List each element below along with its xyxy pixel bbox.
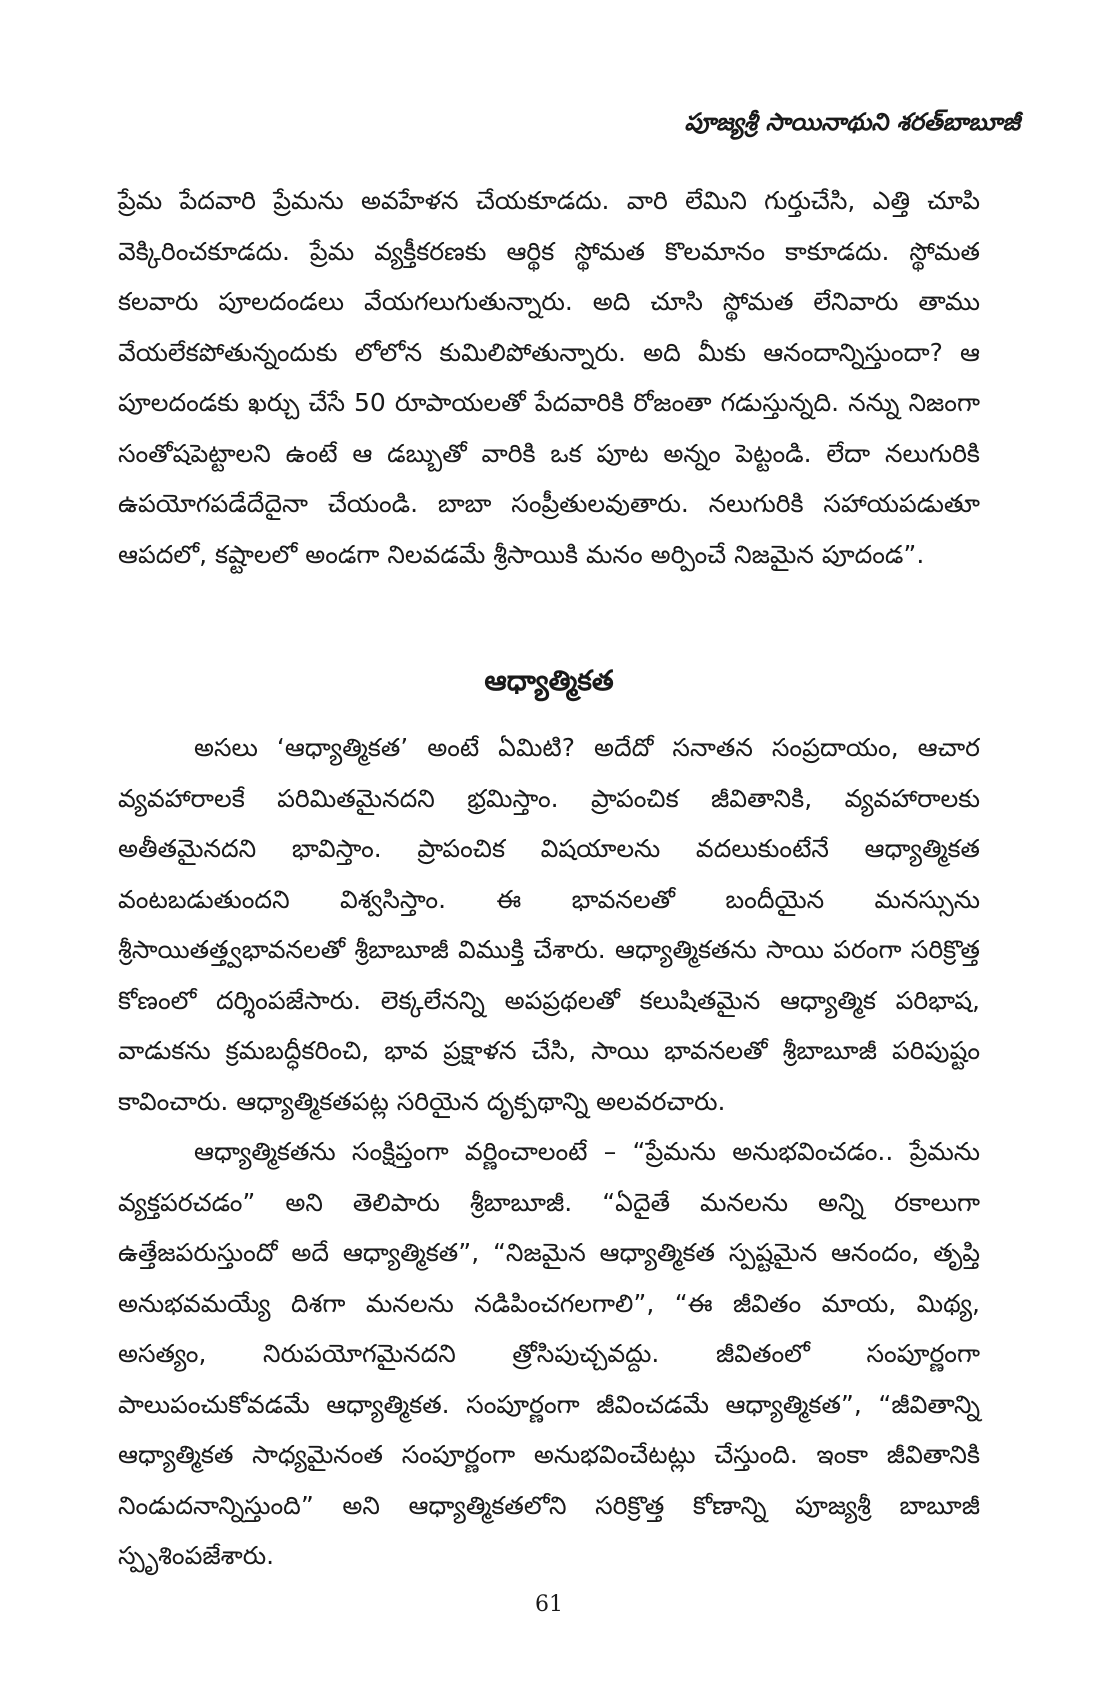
section-body [118, 723, 980, 1582]
running-header: పూజ్యశ్రీ సాయినాథుని శరత్‌బాబూజీ [684, 108, 1020, 136]
top-text-block [118, 176, 980, 580]
section-paragraph: అసలు ‘ఆధ్యాత్మికత’ అంటే ఏమిటి? అదేదో సనాతన సంప్రదాయం, ఆచార వ్యవహారాలకే పరిమితమైనదని భ్రమిస్తాం. ప్రాపంచిక జీవితానికి, వ్యవహారాలకు అతీతమైనదని భావిస్తాం. ప్రాపంచిక విషయాలను వదలుకుంటేనే ఆధ్యాత్మికత వంటబడుతుందని విశ్వసిస్తాం. ఈ భావనలతో బందీయైన మనస్సును శ్రీసాయితత్త్వభావనలతో శ్రీబాబూజీ విముక్తి చేశారు. ఆధ్యాత్మికతను సాయి పరంగా సరిక్రొత్త కోణంలో దర్శింపజేసారు. లెక్కలేనన్ని అపప్రథలతో కలుషితమైన ఆధ్యాత్మిక పరిభాష, వాడుకను క్రమబద్ధీకరించి, భావ ప్రక్షాళన చేసి, సాయి భావనలతో శ్రీబాబూజీ పరిపుష్టం కావించారు. ఆధ్యాత్మికతపట్ల సరియైన దృక్పథాన్ని అలవరచారు. [118, 733, 980, 1116]
paragraph-continued: ప్రేమ పేదవారి ప్రేమను అవహేళన చేయకూడదు. వారి లేమిని గుర్తుచేసి, ఎత్తి చూపి వెక్కిరించకూడదు. ప్రేమ వ్యక్తీకరణకు ఆర్థిక స్థోమత కొలమానం కాకూడదు. స్థోమత కలవారు పూలదండలు వేయగలుగుతున్నారు. అది చూసి స్థోమత లేనివారు తాము వేయలేకపోతున్నందుకు లోలోన కుమిలిపోతున్నారు. అది మీకు ఆనందాన్నిస్తుందా? ఆ పూలదండకు ఖర్చు చేసే 50 రూపాయలతో పేదవారికి రోజంతా గడుస్తున్నది. నన్ను నిజంగా సంతోషపెట్టాలని ఉంటే ఆ డబ్బుతో వారికి ఒక పూట అన్నం పెట్టండి. లేదా నలుగురికి ఉపయోగపడేదేదైనా చేయండి. బాబా సంప్రీతులవుతారు. నలుగురికి సహాయపడుతూ ఆపదలో, కష్టాలలో అండగా నిలవడమే శ్రీసాయికి మనం అర్పించే నిజమైన పూదండ”. [118, 186, 980, 569]
section-paragraph: ఆధ్యాత్మికతను సంక్షిప్తంగా వర్ణించాలంటే – “ప్రేమను అనుభవించడం.. ప్రేమను వ్యక్తపరచడం” అని తెలిపారు శ్రీబాబూజీ. “ఏదైతే మనలను అన్ని రకాలుగా ఉత్తేజపరుస్తుందో అదే ఆధ్యాత్మికత”, “నిజమైన ఆధ్యాత్మికత స్పష్టమైన ఆనందం, తృప్తి అనుభవమయ్యే దిశగా మనలను నడిపించగలగాలి”, “ఈ జీవితం మాయ, మిథ్య, అసత్యం, నిరుపయోగమైనదని త్రోసిపుచ్చవద్దు. జీవితంలో సంపూర్ణంగా పాలుపంచుకోవడమే ఆధ్యాత్మికత. సంపూర్ణంగా జీవించడమే ఆధ్యాత్మికత”, “జీవితాన్ని ఆధ్యాత్మికత సాధ్యమైనంత సంపూర్ణంగా అనుభవించేటట్లు చేస్తుంది. ఇంకా జీవితానికి నిండుదనాన్నిస్తుంది” అని ఆధ్యాత్మికతలోని సరిక్రొత్త కోణాన్ని పూజ్యశ్రీ బాబూజీ స్పృశింపజేశారు. [118, 1137, 980, 1570]
section-heading: ఆధ్యాత్మికత [484, 664, 614, 697]
page-number: 61 [535, 1592, 563, 1617]
